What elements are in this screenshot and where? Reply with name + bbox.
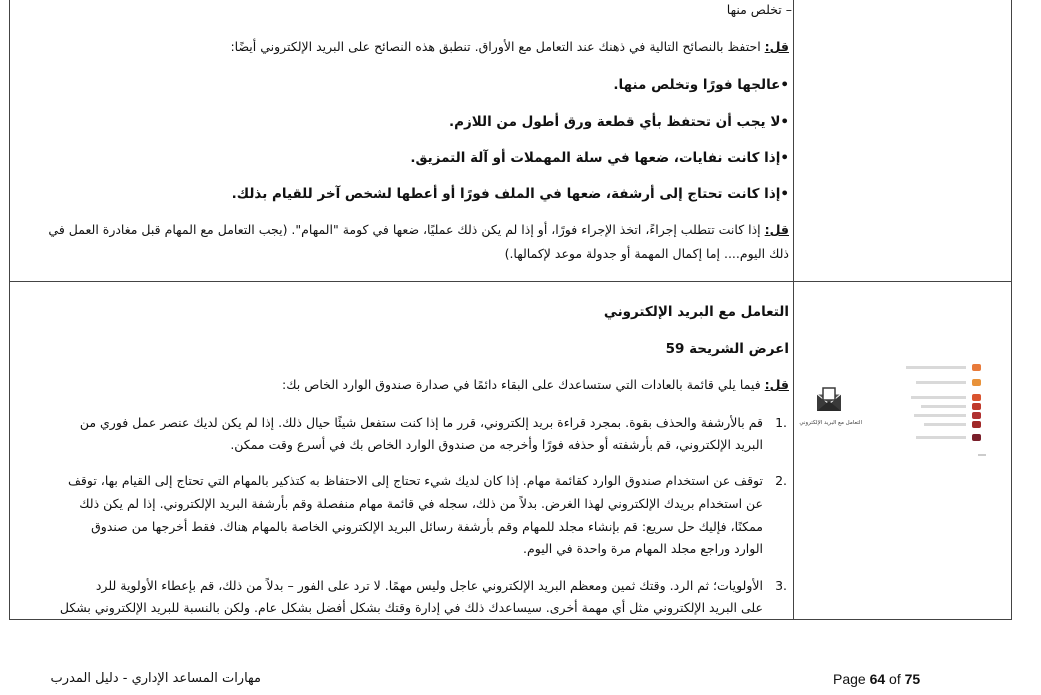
item-2-line-3: ممكنًا، فإليك حل سريع: قم بإنشاء مجلد للمهام وقم بأرشفة رسائل البريد الإلكتروني الخاصة بالمهام هناك. فقط أخرجها من صندوق (91, 519, 763, 534)
row-divider (10, 281, 1011, 282)
item-3-line-2: على البريد الإلكتروني مثل أي مهمة أخرى. سيساعدك ذلك في إدارة وقتك بشكل أفضل بشكل عام. ولكن بالنسبة للبريد الإلكتروني بشكل (59, 600, 763, 615)
bullet-1: •عالجها فورًا وتخلص منها. (613, 77, 789, 93)
say-text-2: إذا كانت تتطلب إجراءً، اتخذ الإجراء فورًا، أو إذا لم يكن ذلك عمليًا، ضعها في كومة "المهام". (يجب التعامل مع المهام قبل مغادرة العمل في (48, 222, 761, 237)
page-total: 75 (904, 671, 921, 687)
say-label: قل: (764, 39, 789, 54)
page-current: 64 (869, 671, 886, 687)
say-paragraph-1 (230, 39, 789, 54)
item-1-line-1: قم بالأرشفة والحذف بقوة. بمجرد قراءة بريد إلكتروني، قرر ما إذا كنت ستفعل شيئًا حيال ذلك. إذا لم يكن لديك عنصر عمل فوري من (79, 415, 763, 430)
item-number-2: 2. (775, 473, 787, 488)
intro-text: فيما يلي قائمة بالعادات التي ستساعدك على البقاء دائمًا في صدارة صندوق الوارد الخاص بك: (282, 377, 761, 392)
item-2-line-1: توقف عن استخدام صندوق الوارد كقائمة مهام. إذا كان لديك شيء تحتاج إلى الاحتفاظ به كتذكير بالمهام التي تحتاج إلى القيام بها، توقف (67, 473, 763, 488)
slide-reference: اعرض الشريحة 59 (665, 341, 789, 357)
section-heading: التعامل مع البريد الإلكتروني (603, 304, 789, 320)
say-text-1: احتفظ بالنصائح التالية في ذهنك عند التعامل مع الأوراق. تنطبق هذه النصائح على البريد الإلكتروني أيضًا: (230, 39, 761, 54)
page-of: of (885, 671, 905, 687)
say-paragraph-2-cont: ذلك اليوم.... إما إكمال المهمة أو جدولة موعد لإكمالها.) (504, 246, 789, 261)
bullet-4: •إذا كانت تحتاج إلى أرشفة، ضعها في الملف فورًا أو أعطها لشخص آخر للقيام بذلك. (231, 186, 789, 202)
slide-thumbnail-title: التعامل مع البريد الإلكتروني (799, 420, 862, 426)
column-divider (793, 0, 794, 619)
content-table (9, 0, 1012, 620)
page-number (833, 671, 920, 687)
say-label: قل: (764, 222, 789, 237)
slide-thumbnail (799, 357, 987, 459)
say-label: قل: (764, 377, 789, 392)
page-prefix: Page (833, 671, 870, 687)
dash-line: – تخلص منها (726, 2, 792, 17)
item-number-1: 1. (775, 415, 787, 430)
item-number-3: 3. (775, 578, 787, 593)
intro-paragraph (282, 377, 789, 392)
item-1-line-2: البريد الإلكتروني، قم بأرشفته أو حذفه فورًا وأخرجه من صندوق الوارد الخاص بك في أسرع وقت ممكن. (230, 437, 763, 452)
slide-thumbnail-graphic (799, 357, 987, 459)
say-paragraph-2 (48, 222, 789, 237)
bullet-2: •لا يجب أن تحتفظ بأي قطعة ورق أطول من اللازم. (448, 114, 789, 130)
item-2-line-4: الوارد وراجع مجلد المهام مرة واحدة في اليوم. (523, 541, 763, 556)
item-3-line-1: الأولويات؛ ثم الرد. وقتك ثمين ومعظم البريد الإلكتروني عاجل وليس مهمًا. لا ترد على الفور – بدلاً من ذلك، قم بإعطاء الأولوية للرد (95, 578, 763, 593)
item-2-line-2: عن استخدام بريدك الإلكتروني لهذا الغرض. بدلاً من ذلك، سجله في قائمة مهام منفصلة وقم بأرشفة البريد الإلكتروني. إذا لم يكن ذلك (79, 496, 763, 511)
bullet-3: •إذا كانت نفايات، ضعها في سلة المهملات أو آلة التمزيق. (410, 150, 789, 166)
document-title: مهارات المساعد الإداري - دليل المدرب (50, 671, 261, 686)
